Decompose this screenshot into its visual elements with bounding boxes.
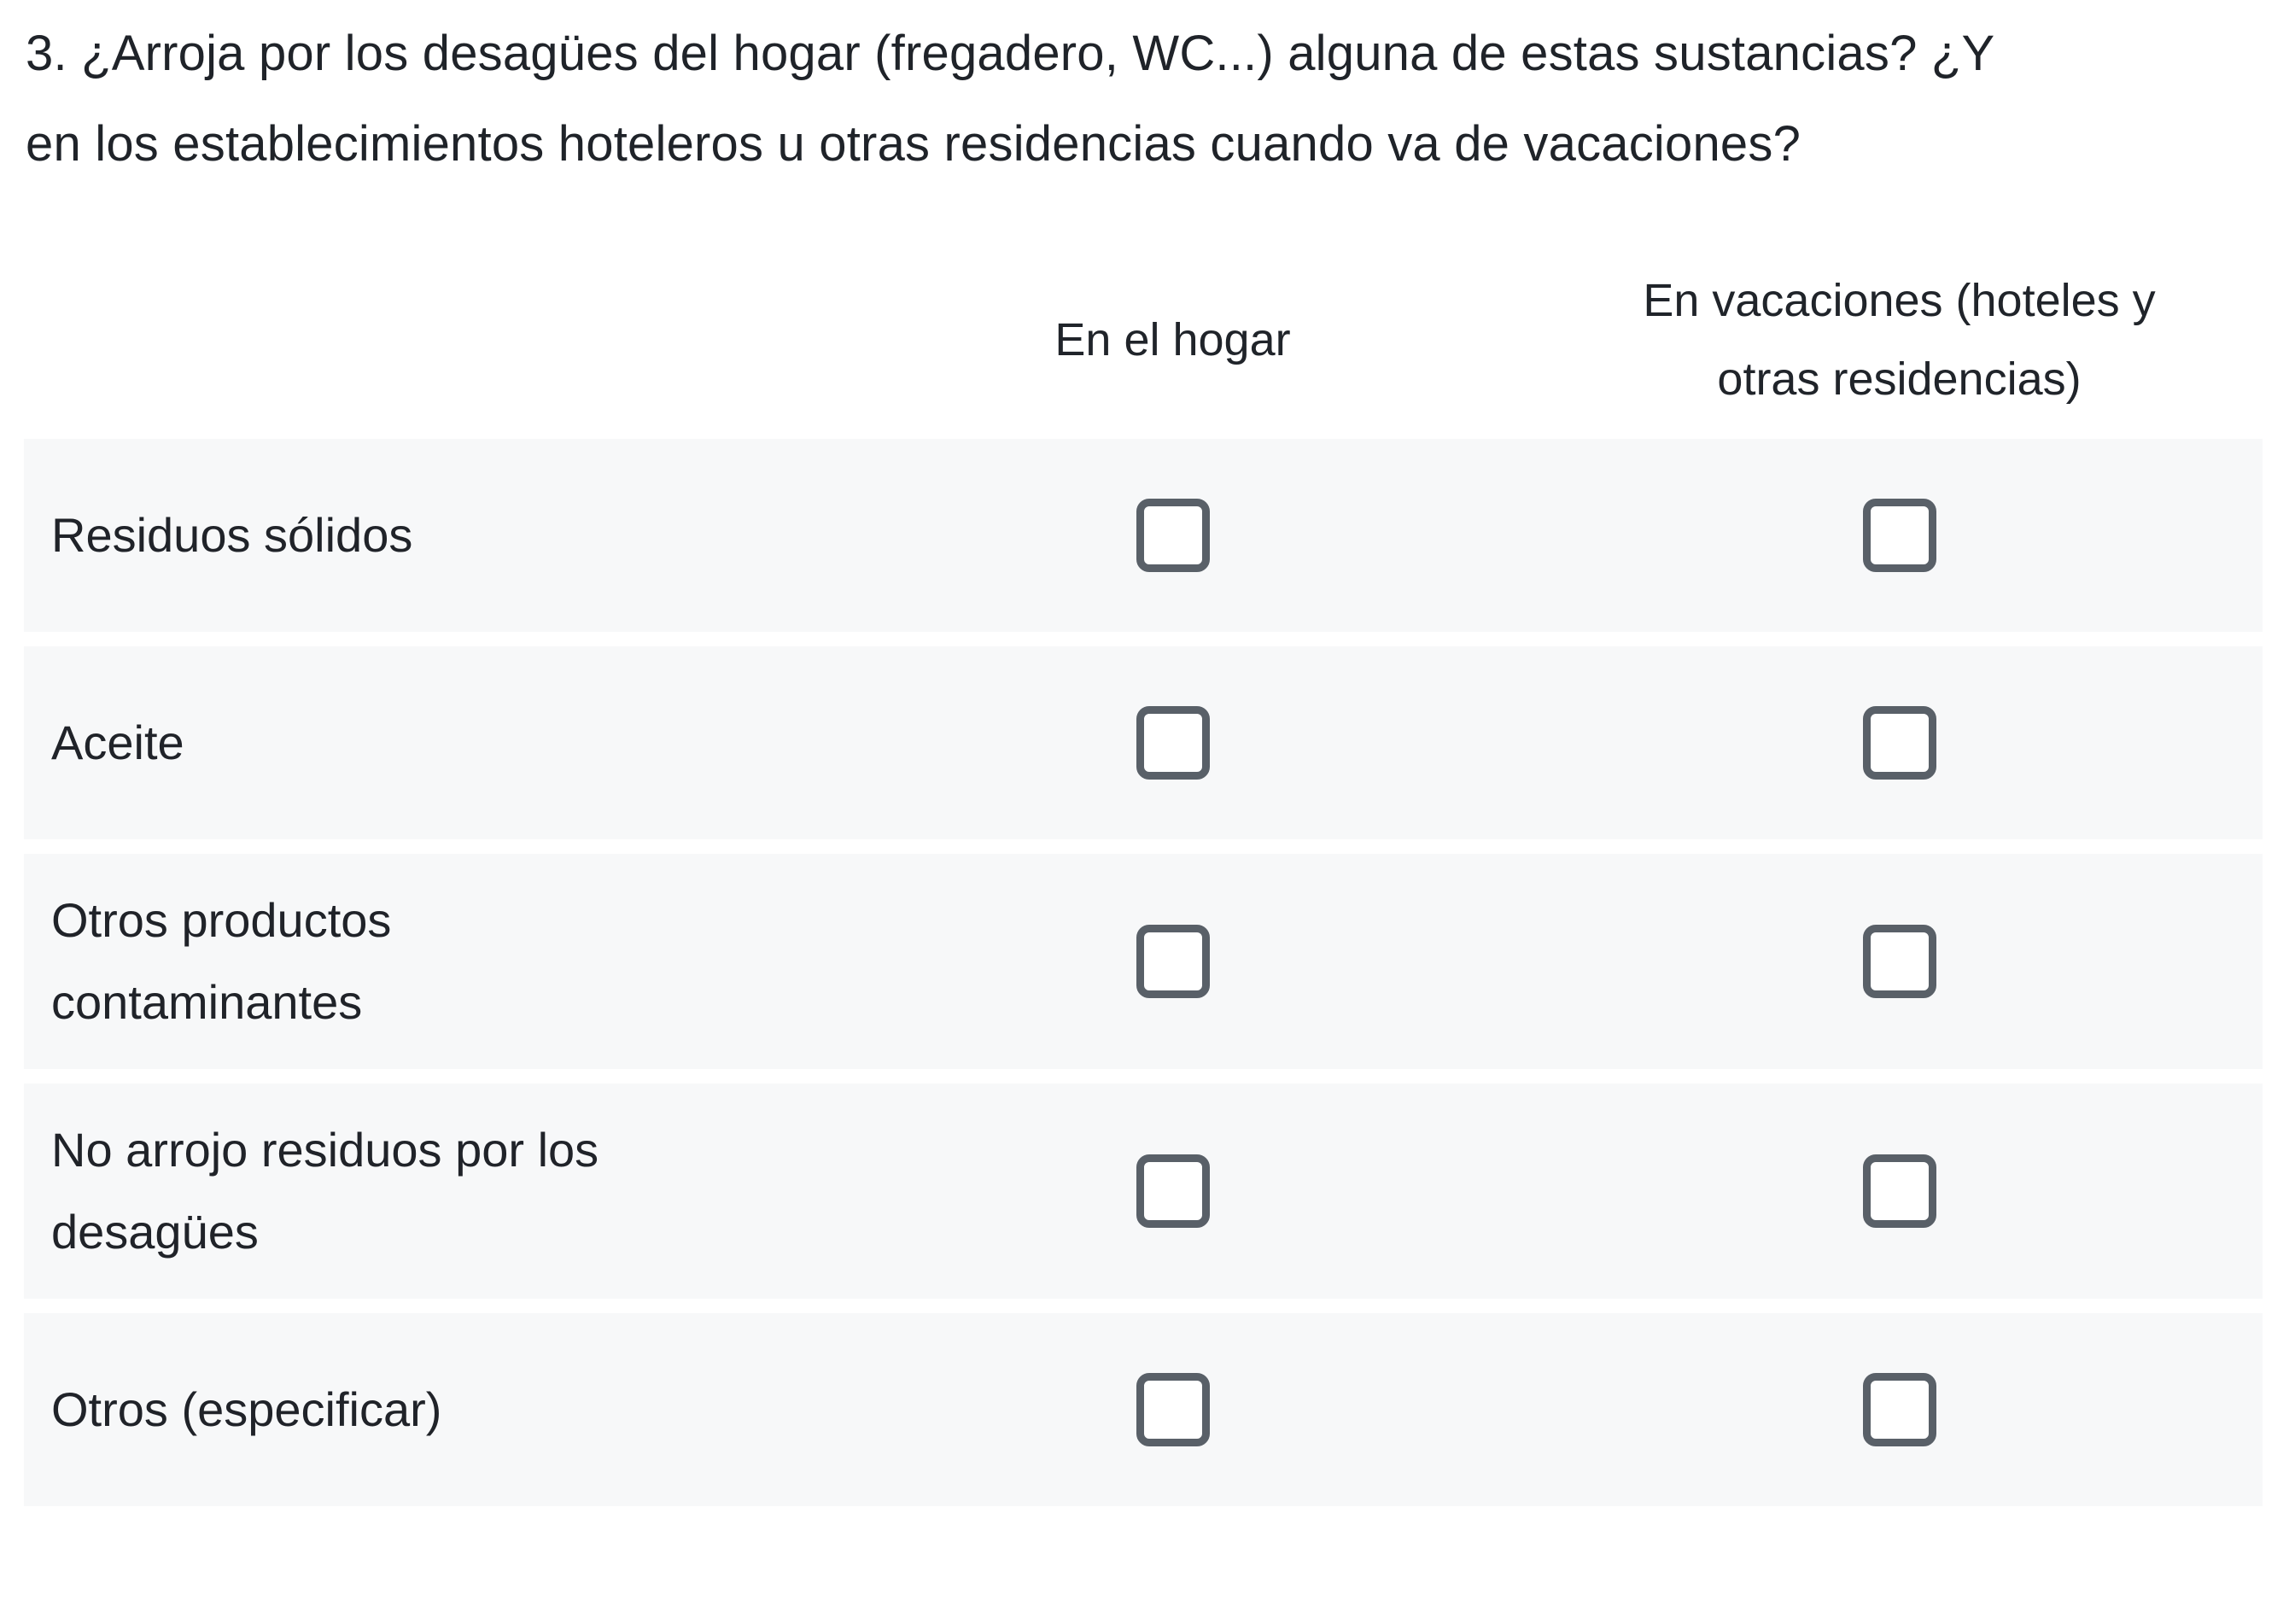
row-label-otros-productos-contaminantes: Otros productos contaminantes [51,893,392,1029]
matrix-row-aceite [24,646,2263,839]
checkbox-otros-especificar-hogar[interactable] [1136,1373,1210,1446]
column-header-hogar-label: En el hogar [1054,314,1291,365]
option-cell [1536,499,2263,572]
option-cell [1536,1373,2263,1446]
option-cell [809,499,1536,572]
question-title: 3. ¿Arroja por los desagües del hogar (fregadero, WC...) alguna de estas sustancias? ¿Y en los establecimientos hoteleros u otras residencias cuando va de vacaciones? [26,26,1994,172]
option-cell [809,1154,1536,1228]
column-header-vacaciones-label: En vacaciones (hoteles y otras residencias) [1643,275,2156,405]
option-cell [809,706,1536,780]
matrix-row-no-arrojo-residuos [24,1084,2263,1299]
checkbox-residuos-solidos-hogar[interactable] [1136,499,1210,572]
checkbox-no-arrojo-residuos-vacaciones[interactable] [1863,1154,1936,1228]
matrix-row-otros-productos-contaminantes [24,854,2263,1069]
column-header-hogar [809,301,1536,379]
option-cell [1536,706,2263,780]
row-label-residuos-solidos: Residuos sólidos [51,508,413,562]
matrix-row-otros-especificar [24,1313,2263,1506]
row-label-otros-especificar: Otros (especificar) [51,1382,442,1436]
checkbox-no-arrojo-residuos-hogar[interactable] [1136,1154,1210,1228]
checkbox-otros-productos-contaminantes-hogar[interactable] [1136,925,1210,998]
row-label-aceite: Aceite [51,716,184,769]
option-cell [809,1373,1536,1446]
option-cell [809,925,1536,998]
checkbox-residuos-solidos-vacaciones[interactable] [1863,499,1936,572]
column-header-vacaciones [1536,261,2263,418]
checkbox-otros-productos-contaminantes-vacaciones[interactable] [1863,925,1936,998]
option-cell [1536,925,2263,998]
row-label-no-arrojo-residuos: No arrojo residuos por los desagües [51,1123,599,1259]
checkbox-otros-especificar-vacaciones[interactable] [1863,1373,1936,1446]
checkbox-aceite-vacaciones[interactable] [1863,706,1936,780]
matrix-question [24,261,2263,1506]
checkbox-aceite-hogar[interactable] [1136,706,1210,780]
matrix-row-residuos-solidos [24,439,2263,632]
option-cell [1536,1154,2263,1228]
matrix-header-row [24,261,2263,418]
